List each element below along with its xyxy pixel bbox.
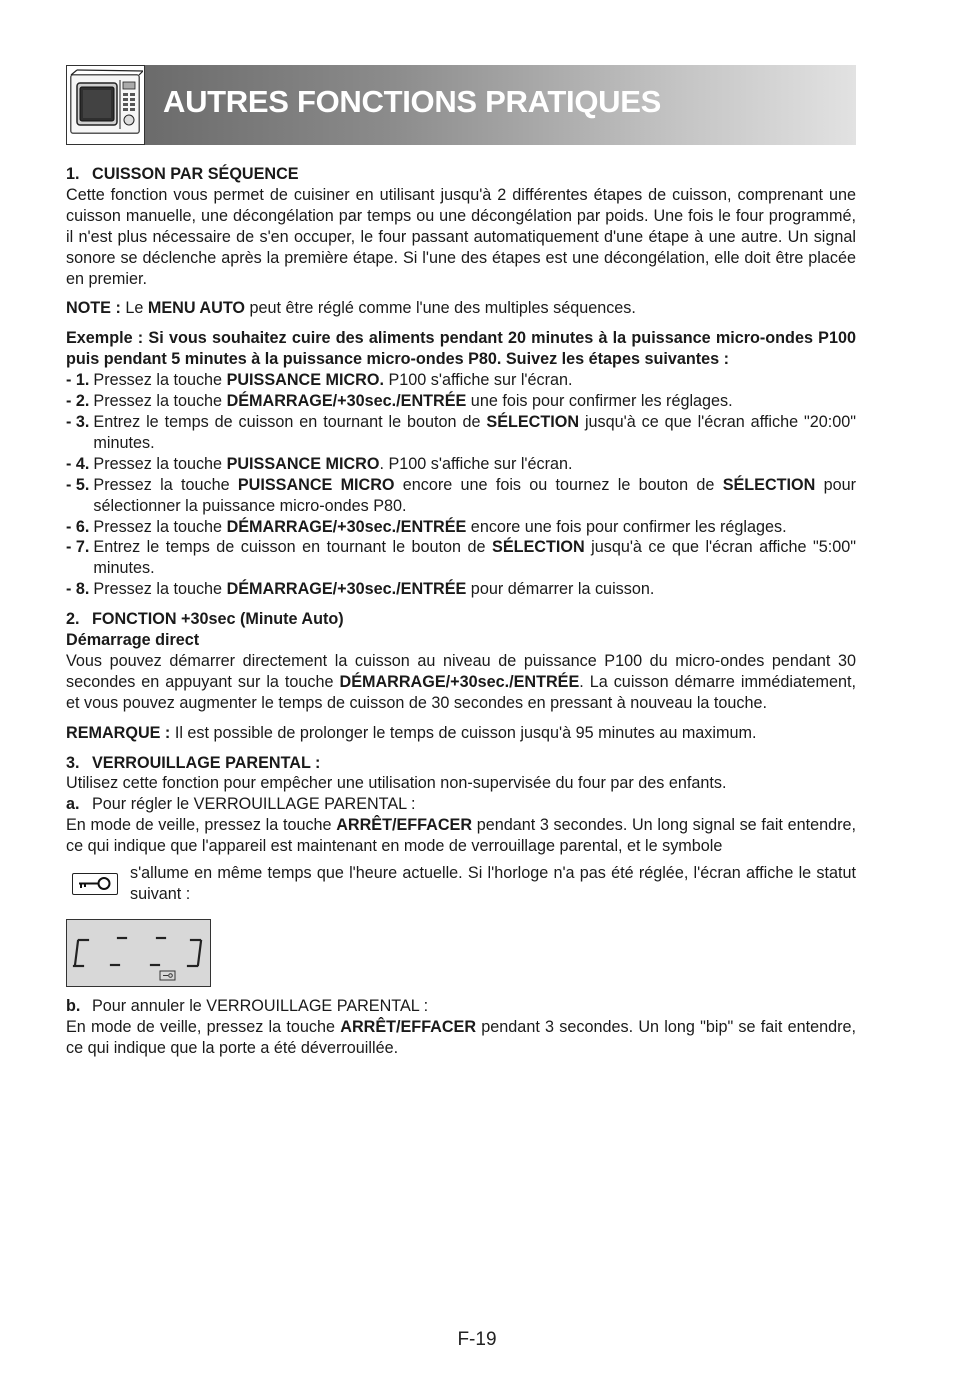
lock-symbol-line: s'allume en même temps que l'heure actuelle. Si l'horloge n'a pas été réglée, l'écran affiche le statut suivant : <box>66 863 856 905</box>
sub-a-text: En mode de veille, pressez la touche ARRÊT/EFFACER pendant 3 secondes. Un long signal se fait entendre, ce qui indique que l'appareil est maintenant en mode de verrouillage parental, et le symbole <box>66 816 856 856</box>
sub-b-title: b. Pour annuler le VERROUILLAGE PARENTAL : <box>66 996 429 1015</box>
sub-b-text: En mode de veille, pressez la touche ARRÊT/EFFACER pendant 3 secondes. Un long "bip" se fait entendre, ce qui indique que la porte a été déverrouillée. <box>66 1017 857 1057</box>
sub-a-title: a. Pour régler le VERROUILLAGE PARENTAL : <box>66 795 416 814</box>
section-3-title: 3. VERROUILLAGE PARENTAL : <box>66 753 321 772</box>
lcd-lock-display <box>66 919 211 987</box>
step-item: - 7. Entrez le temps de cuisson en tournant le bouton de SÉLECTION jusqu'à ce que l'écran affiche "5:00" minutes. <box>66 538 856 578</box>
page-title: AUTRES FONCTIONS PRATIQUES <box>163 84 661 119</box>
step-item: - 6. Pressez la touche DÉMARRAGE/+30sec./ENTRÉE encore une fois pour confirmer les réglages. <box>66 517 787 536</box>
section-2-text: Vous pouvez démarrer directement la cuisson au niveau de puissance P100 du micro-ondes pendant 30 secondes en appuyant sur la touche DÉMARRAGE/+30sec./ENTRÉE. La cuisson démarre immédiatement, et vous pouvez augmenter le temps de cuisson de 30 secondes en pressant à nouveau la touche. <box>66 651 856 712</box>
example-heading: Exemple : Si vous souhaitez cuire des aliments pendant 20 minutes à la puissance micro-ondes P100 puis pendant 5 minutes à la puissance micro-ondes P80. Suivez les étapes suivantes : <box>66 329 856 369</box>
remark: REMARQUE : Il est possible de prolonger le temps de cuisson jusqu'à 95 minutes au maximum. <box>66 723 757 742</box>
page-number: F-19 <box>457 1329 497 1350</box>
key-lock-icon <box>72 873 118 895</box>
step-item: - 5. Pressez la touche PUISSANCE MICRO encore une fois ou tournez le bouton de SÉLECTION pour sélectionner la puissance micro-ondes P80. <box>66 475 856 515</box>
step-item: - 3. Entrez le temps de cuisson en tournant le bouton de SÉLECTION jusqu'à ce que l'écran affiche "20:00" minutes. <box>66 412 856 452</box>
section-1-title: 1. CUISSON PAR SÉQUENCE <box>66 165 299 183</box>
step-item: - 4. Pressez la touche PUISSANCE MICRO. P100 s'affiche sur l'écran. <box>66 454 573 473</box>
page-content <box>66 164 856 1059</box>
title-band <box>145 65 856 145</box>
step-item: - 2. Pressez la touche DÉMARRAGE/+30sec./ENTRÉE une fois pour confirmer les réglages. <box>66 392 733 411</box>
microwave-icon <box>66 65 145 145</box>
section-1-intro: Cette fonction vous permet de cuisiner en utilisant jusqu'à 2 différentes étapes de cuisson, comprenant une cuisson manuelle, une décongélation par temps ou une décongélation par poids. Une fois le four programmé, il n'est plus nécessaire de s'en occuper, le four passant automatiquement d'une étape à une autre. Un signal sonore se déclenche après la première étape. Si l'une des étapes est une décongélation, elle doit être placée en premier. <box>66 185 856 288</box>
note: NOTE : Le MENU AUTO peut être réglé comme l'une des multiples séquences. <box>66 299 636 318</box>
section-3-intro: Utilisez cette fonction pour empêcher une utilisation non-supervisée du four par des enfants. <box>66 774 727 793</box>
step-item: - 1. Pressez la touche PUISSANCE MICRO. P100 s'affiche sur l'écran. <box>66 371 573 390</box>
step-item: - 8. Pressez la touche DÉMARRAGE/+30sec./ENTRÉE pour démarrer la cuisson. <box>66 580 655 599</box>
section-2-subtitle: Démarrage direct <box>66 631 200 650</box>
page-header <box>66 65 856 145</box>
section-2-title: 2. FONCTION +30sec (Minute Auto) <box>66 610 344 629</box>
